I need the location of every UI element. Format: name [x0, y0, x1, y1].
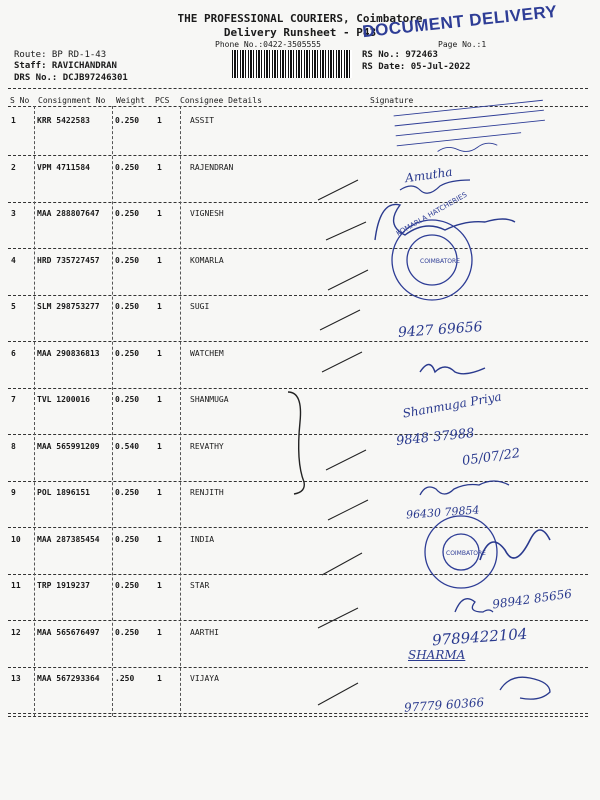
- row-consignee: WATCHEM: [190, 348, 224, 358]
- row-weight: 0.250: [115, 348, 140, 358]
- row-pcs: 1: [157, 488, 162, 497]
- page-number: Page No.:1: [438, 40, 487, 49]
- row-consignment-number: POL 1896151: [37, 488, 90, 497]
- row-consignee: STAR: [190, 581, 210, 590]
- row-consignment-number: MAA 288807647: [37, 209, 100, 218]
- row-consignee: INDIA: [190, 534, 215, 544]
- row-pcs: 1: [157, 627, 162, 637]
- signature-text: Shanmuga Priya: [401, 389, 503, 421]
- row-consignment-number: MAA 287385454: [37, 534, 100, 544]
- rs-number: RS No.: 972463: [362, 50, 438, 60]
- row-weight: 0.250: [115, 395, 140, 404]
- row-consignee: RENJITH: [190, 488, 224, 497]
- row-pcs: 1: [157, 581, 162, 590]
- row-consignee: AARTHI: [190, 627, 219, 637]
- row-weight: 0.250: [115, 581, 140, 590]
- row-sno: 5: [11, 302, 16, 311]
- row-consignee: RAJENDRAN: [190, 162, 234, 172]
- row-pcs: 1: [157, 116, 162, 125]
- row-weight: 0.250: [115, 488, 140, 497]
- stamp-text: KOMARLA HATCHERIES: [395, 190, 469, 238]
- row-weight: 0.250: [115, 627, 140, 637]
- signature-text: 9789422104: [431, 624, 528, 650]
- runsheet-title: Delivery Runsheet - P43: [223, 26, 377, 39]
- row-sno: 9: [11, 488, 16, 497]
- row-weight: 0.250: [115, 255, 140, 265]
- row-pcs: 1: [157, 348, 162, 358]
- row-pcs: 1: [157, 395, 162, 404]
- phone-number: Phone No.:0422-3505555: [215, 40, 321, 49]
- row-consignee: VIJAYA: [190, 674, 219, 683]
- col-consignee: Consignee Details: [180, 96, 262, 105]
- col-pcs: PCS: [155, 96, 170, 105]
- row-consignee: REVATHY: [190, 441, 224, 451]
- row-consignment-number: VPM 4711584: [37, 162, 90, 172]
- row-consignee: SUGI: [190, 302, 210, 311]
- signature-text: Amutha: [404, 164, 454, 186]
- row-sno: 10: [11, 534, 21, 544]
- address-stamp: [394, 100, 548, 158]
- row-consignment-number: KRR 5422583: [37, 116, 90, 125]
- row-consignee: KOMARLA: [190, 255, 224, 265]
- row-sno: 7: [11, 395, 16, 404]
- signature-text: 97779 60366: [403, 695, 485, 715]
- route: Route: BP RD-1-43: [14, 50, 107, 60]
- row-pcs: 1: [157, 255, 162, 265]
- row-consignment-number: TRP 1919237: [37, 581, 90, 590]
- row-sno: 2: [11, 162, 16, 172]
- signature-text: 96430 79854: [405, 503, 480, 522]
- row-consignment-number: MAA 567293364: [37, 674, 100, 683]
- row-sno: 6: [11, 348, 16, 358]
- row-consignee: VIGNESH: [190, 209, 224, 218]
- row-sno: 13: [11, 674, 21, 683]
- row-sno: 11: [11, 581, 21, 590]
- row-weight: 0.250: [115, 534, 140, 544]
- row-consignment-number: SLM 298753277: [37, 302, 100, 311]
- drs-number: DRS No.: DCJB97246301: [14, 73, 128, 83]
- row-consignee: ASSIT: [190, 116, 215, 125]
- rs-date: RS Date: 05-Jul-2022: [362, 62, 471, 72]
- signature-text: 9427 69656: [397, 319, 484, 341]
- document-delivery-stamp: DOCUMENT DELIVERY: [361, 1, 559, 42]
- signature-text: 05/07/22: [461, 446, 522, 469]
- row-weight: 0.250: [115, 302, 140, 311]
- signature-text: SHARMA: [408, 648, 466, 662]
- row-consignment-number: MAA 290836813: [37, 348, 100, 358]
- signature-text: 9848 37988: [395, 425, 476, 450]
- row-weight: 0.250: [115, 209, 140, 218]
- row-sno: 4: [11, 255, 16, 265]
- col-sno: S No: [10, 96, 30, 105]
- staff: Staff: RAVICHANDRAN: [14, 61, 117, 71]
- col-consignment: Consignment No: [38, 96, 106, 105]
- row-consignment-number: MAA 565991209: [37, 441, 100, 451]
- table-bottom-rule: [8, 716, 588, 717]
- col-signature: Signature: [370, 96, 414, 105]
- row-consignment-number: MAA 565676497: [37, 627, 100, 637]
- row-pcs: 1: [157, 302, 162, 311]
- row-pcs: 1: [157, 534, 162, 544]
- row-sno: 12: [11, 627, 21, 637]
- company-title: THE PROFESSIONAL COURIERS, Coimbatore: [177, 12, 423, 25]
- row-weight: 0.540: [115, 441, 140, 451]
- row-consignment-number: TVL 1200016: [37, 395, 90, 404]
- row-weight: .250: [115, 674, 135, 683]
- row-consignment-number: HRD 735727457: [37, 255, 100, 265]
- row-sno: 3: [11, 209, 16, 218]
- row-sno: 1: [11, 116, 16, 125]
- row-pcs: 1: [157, 674, 162, 683]
- row-pcs: 1: [157, 209, 162, 218]
- row-consignee: SHANMUGA: [190, 395, 229, 404]
- row-pcs: 1: [157, 441, 162, 451]
- stamp-text: COIMBATORE: [420, 258, 460, 265]
- row-weight: 0.250: [115, 116, 140, 125]
- row-pcs: 1: [157, 162, 162, 172]
- row-weight: 0.250: [115, 162, 140, 172]
- col-weight: Weight: [116, 96, 145, 105]
- row-sno: 8: [11, 441, 16, 451]
- signature-text: 98942 85656: [491, 586, 573, 612]
- stamp-text: COIMBATORE: [446, 550, 486, 557]
